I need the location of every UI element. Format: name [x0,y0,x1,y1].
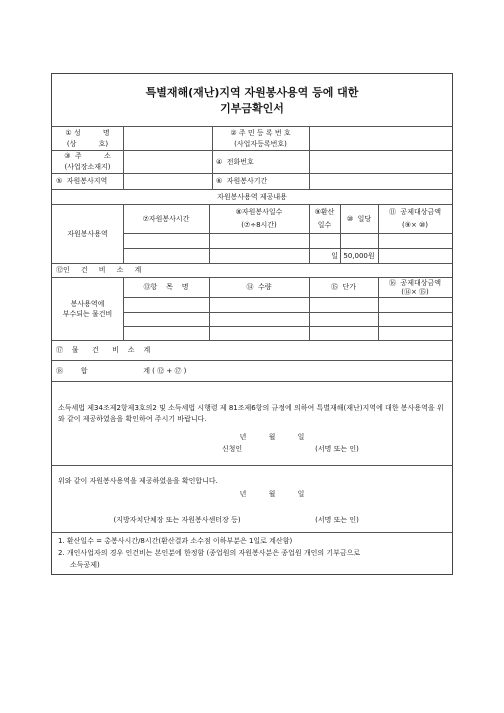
deductible-amount-sub: (⑨× ⑩) [401,220,429,229]
daily-wage-field[interactable] [341,234,377,247]
phone-label: ④ 전화번호 [216,157,254,166]
donation-confirmation-form [51,73,453,575]
name-label: ① 성 명 [65,128,110,137]
service-hours-header: ⑦자원봉사시간 [142,214,190,223]
business-number-label: (사업자등록번호) [234,140,287,148]
grand-total-label: ⑱ 합 계 ( ⑫ + ⑰ ) [56,366,187,375]
daily-wage-header: ⑩ 일당 [346,214,372,223]
unit-price-header: ⑮ 단가 [331,283,356,291]
name-field[interactable] [124,127,211,149]
request-date: 년 월 일 [239,432,305,441]
issuer-signature: (서명 또는 인) [315,515,359,524]
name-sub-label: (상 호) [66,140,109,148]
service-days-header: ⑧자원봉사일수 [235,207,283,216]
goods-cost-subtotal-label: ⑰ 물 건 비 소 계 [56,346,151,354]
applicant-signature: (서명 또는 인) [315,444,359,453]
address-field[interactable] [124,151,211,172]
service-area-label: ⑤ 자원봉사지역 [56,177,108,185]
goods-deductible-header: ⑯ 공제대상금액 [388,278,442,287]
note-1: 1. 환산일수 = 총봉사시간/8시간(환산결과 소수점 이하부분은 1일로 계산함) [58,536,293,545]
issuer-label: (지방자치단체장 또는 자원봉사센터장 등) [113,515,241,524]
service-days-sub: (⑦÷8시간) [241,220,277,229]
daily-unit-label: 일 [331,251,338,260]
service-area-field[interactable] [124,174,211,188]
form-title-line2: 기부금확인서 [220,102,284,115]
id-number-field[interactable] [310,127,451,149]
note-2: 2. 개인사업자의 경우 인건비는 본인분에 한정함 (종업원의 자원봉사분은 종업원 개인의 기부금으로 [58,548,361,557]
daily-rate-value: 50,000원 [343,251,375,260]
service-days-field[interactable] [210,234,308,262]
confirm-statement: 위와 같이 자원봉사용역을 제공하였음을 확인합니다. [58,477,218,485]
service-period-label: ⑥ 자원봉사기간 [216,177,268,185]
converted-days-header: ⑨환산 [314,207,335,216]
goods-label-line1: 봉사용역에 [70,300,105,308]
service-period-field[interactable] [310,174,451,188]
address-sub-label: (사업장소재지) [64,163,111,171]
goods-label-line2: 부수되는 물건비 [62,310,113,318]
volunteer-service-label: 자원봉사용역 [67,229,108,238]
confirm-date: 년 월 일 [239,489,305,498]
phone-field[interactable] [310,151,451,172]
deductible-amount-header: ⑪ 공제대상금액 [388,207,442,216]
service-hours-field[interactable] [124,234,208,262]
converted-days-sub: 일수 [317,220,332,229]
item-name-header: ⑬항 목 명 [143,283,189,291]
deductible-amount-field[interactable] [379,234,451,262]
applicant-label: 신청인 [221,444,243,453]
labor-cost-subtotal-label: ⑫인 건 비 소 계 [56,266,142,274]
address-label: ③ 주 소 [64,152,111,160]
request-statement: 소득세법 제34조제2항제3호의2 및 소득세법 시행령 제 81조제6항의 규정에 의하여 특별재해(재난)지역에 대한 봉사용역을 위와 같이 제공하였음을 확인하여 주시기 바랍니다. [58,404,444,423]
note-2-continued: 소득공제) [70,560,100,569]
id-number-label: ② 주 민 등 록 번 호 [230,128,291,137]
form-title-line1: 특별재해(재난)지역 자원봉사용역 등에 대한 [145,86,359,99]
quantity-header: ⑭ 수량 [246,283,272,291]
goods-deductible-sub: (⑭× ⑮) [401,288,429,296]
section-title: 자원봉사용역 제공내용 [217,192,287,201]
